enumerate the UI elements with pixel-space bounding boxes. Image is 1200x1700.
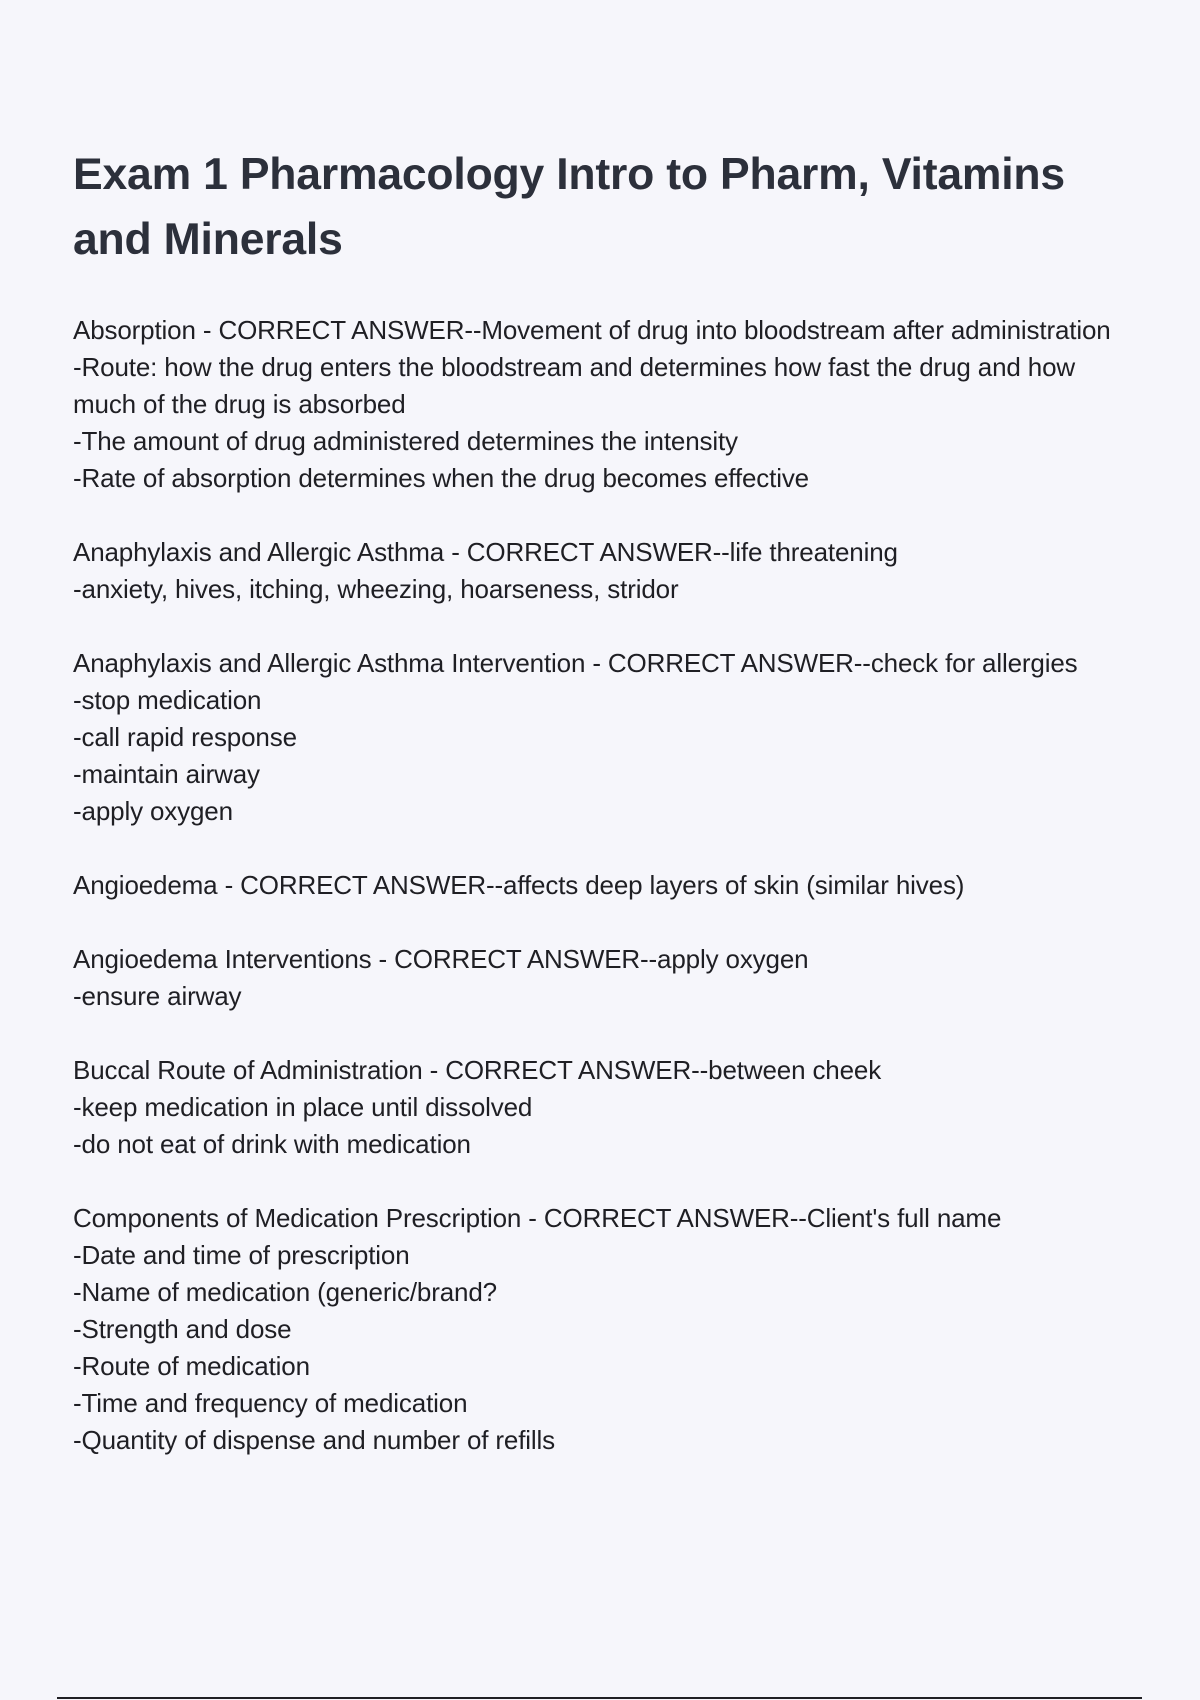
entry-line: Anaphylaxis and Allergic Asthma - CORRECT ANSWER--life threatening — [73, 537, 898, 567]
entry-line: -stop medication — [73, 685, 262, 715]
entry-line: -Rate of absorption determines when the drug becomes effective — [73, 463, 809, 493]
entry-buccal-route — [73, 1052, 1133, 1163]
entry-angioedema-interventions — [73, 941, 1133, 1015]
entry-line: -apply oxygen — [73, 796, 233, 826]
entry-line: Angioedema - CORRECT ANSWER--affects deep layers of skin (similar hives) — [73, 870, 965, 900]
page-divider — [57, 1697, 1142, 1699]
entry-line: -call rapid response — [73, 722, 297, 752]
entry-line: Anaphylaxis and Allergic Asthma Intervention - CORRECT ANSWER--check for allergies — [73, 648, 1078, 678]
entry-line: -The amount of drug administered determines the intensity — [73, 426, 738, 456]
entry-line: -Name of medication (generic/brand? — [73, 1277, 497, 1307]
entry-line: -keep medication in place until dissolved — [73, 1092, 533, 1122]
entry-line: -anxiety, hives, itching, wheezing, hoarseness, stridor — [73, 574, 679, 604]
entry-line: Components of Medication Prescription - CORRECT ANSWER--Client's full name — [73, 1203, 1002, 1233]
entry-absorption — [73, 312, 1133, 497]
entry-line: -Quantity of dispense and number of refills — [73, 1425, 556, 1455]
entry-line: Absorption - CORRECT ANSWER--Movement of drug into bloodstream after administration — [73, 315, 1111, 345]
entry-list — [73, 312, 1133, 1459]
entry-line: -maintain airway — [73, 759, 260, 789]
entry-line: -Time and frequency of medication — [73, 1388, 468, 1418]
entry-line: -Route: how the drug enters the bloodstream and determines how fast the drug and how much of the drug is absorbed — [73, 352, 1076, 419]
entry-line: Buccal Route of Administration - CORRECT ANSWER--between cheek — [73, 1055, 882, 1085]
entry-line: -Strength and dose — [73, 1314, 292, 1344]
entry-line: -Date and time of prescription — [73, 1240, 410, 1270]
entry-anaphylaxis-intervention — [73, 645, 1133, 830]
document-page — [73, 142, 1133, 1496]
document-title: Exam 1 Pharmacology Intro to Pharm, Vitamins and Minerals — [73, 150, 1065, 264]
entry-line: Angioedema Interventions - CORRECT ANSWER--apply oxygen — [73, 944, 809, 974]
entry-line: -ensure airway — [73, 981, 242, 1011]
entry-prescription-components — [73, 1200, 1133, 1459]
entry-anaphylaxis — [73, 534, 1133, 608]
entry-angioedema — [73, 867, 1133, 904]
entry-line: -do not eat of drink with medication — [73, 1129, 471, 1159]
entry-line: -Route of medication — [73, 1351, 310, 1381]
